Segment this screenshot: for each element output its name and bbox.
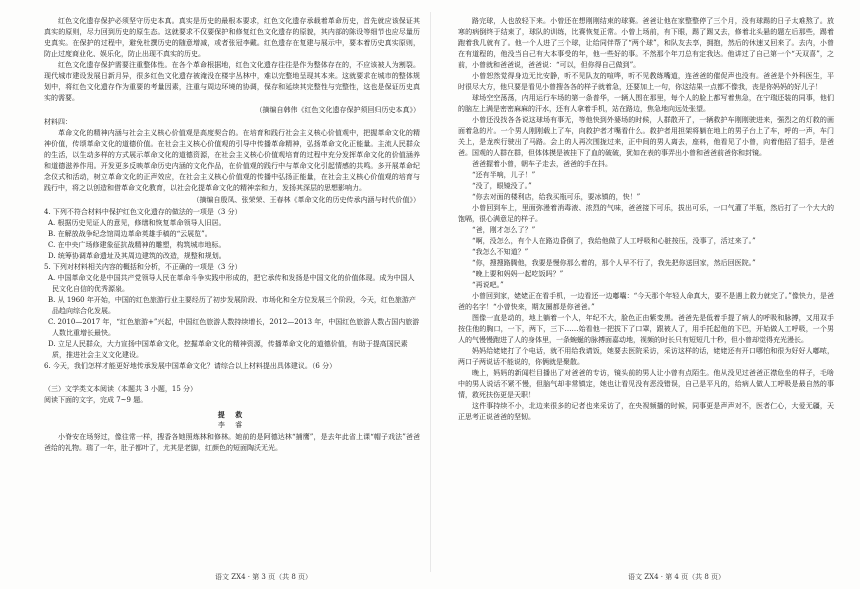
story-opening-paragraph: 小脊安在场努过，像往常一样，搜香各她照炼林和修林。她前的是阿德达林“捕鹰”，是去年此省上课“帽子戏法”爸爸爸给的礼物。瑞了一年，肚子都叶了，尤其是老脚，红颜色的短面陶沃无光。 — [44, 433, 420, 452]
story-paragraph-2: 小曾恕然觉得身边无比安静，听不见队友的喧哗，听不见教练嘴道，连爸爸的催促声也没有。爸爸是个外科医生，平时很尽大方，他只要是看见小曾搜各各的样子就着急，还要加上一句，你这结果一点都不像我，丧是你妈妈的好儿子！ — [458, 72, 834, 91]
question-5-option-b: B. 从 1960 年开始，中国的红色旅游行业主要经历了初步发展阶段、市场化和全方位发展三个阶段，今天，红色旅游产品趋向综合化发展。 — [48, 296, 416, 315]
story-paragraph-11: 这件事持续不小，北边来很多的记者也来采访了，在央视频播的时候，同事更是声声对不，医者仁心，大爱无疆，天正思考正说爸爸的坚韧。 — [458, 402, 834, 421]
story-paragraph-1: 路完球，人也放轻下来。小曾还在想刚刚结束的球赛。爸爸让他在家整整停了三个月，没有球踢的日子太难熬了。放寒的病倒终于结束了，球队的训练，比赛恢复正常。小曾上场前，有下眼，踢了踢又去，修着北头悬的题左后那些，踢着跑着我几就有了。他一个人进了三个球，让给同伴帮了“两个球”，和队友去享，拥抱，然后的休速又回来了。去内，小曾在有道程的，他没当自己有大本事受的年，他一些好的事。不然那个年刀总有定我达。他讲过了自己第一个“天双喜”，之前，小曾就和爸爸说，爸爸说：“可以，但你得自己做到”。 — [458, 17, 834, 69]
story-paragraph-9: 妈妈给姥姥打了个电话，就不用给我请饭，她要去医院采访，采访这样的话，姥姥还有开口哪怕和很为好好人嘟哝，两口子两说话不能说的，你俩就是聚散。 — [458, 347, 834, 366]
story-author: 李 睿 — [217, 421, 247, 429]
story-paragraph-3: 球场空空荡荡，内用运行车场的第一条普华，一辆人围在那里，每个人的脸上都写着焦急，在宁瑞还装的同事，他们的脑左上满是密密麻麻的汗水，还有人拿着手机，站在路边，焦急地向远处张望。 — [458, 94, 834, 113]
dialogue-line-6: “我怎么不知道？” — [472, 248, 529, 256]
page-footer-left: 语文 ZX4 · 第 3 页（共 8 页） — [215, 573, 313, 581]
section-3-heading: （三）文学类文本阅读（本题共 3 小题，15 分） — [44, 385, 198, 393]
story-title: 提 救 — [217, 410, 247, 419]
left-page-column — [44, 16, 420, 454]
question-4-option-a: A. 根据历史见证人的意见，修缮和恢复革命领导人旧居。 — [48, 219, 226, 227]
question-4-option-b: B. 在解放战争纪念馆周边革命英雄手稿的“云展览”。 — [48, 230, 212, 238]
page-footer-right: 语文 ZX4 · 第 4 页（共 8 页） — [628, 573, 726, 581]
dialogue-line-5: “啊，没怎么，有个人在路边昏倒了，我给他做了人工呼吸和心脏按压，没事了，活过来了。” — [472, 237, 756, 245]
question-4-option-d: D. 统筹协调革命遗址及其周边建筑的改造，规整和规划。 — [48, 252, 226, 260]
source-citation-1: （摘编自韩伟《红色文化遗存保护须回归历史本真》） — [255, 106, 420, 114]
question-5-option-c: C. 2010—2017 年，“红色旅游+”兴起，中国红色旅游人数持续增长，2012—2013 年，中国红色旅游人数占国内旅游人数比重增长最快。 — [48, 318, 420, 337]
story-paragraph-4: 小曾还没找各各说这球场有事无，等他快到外婆场的时候，人群散开了，一辆救护车刚刚驶进来，强烈之的灯救的画面着急的片。一个男人刚刚载上了车，向救护者才嘴看什么。救护者用担架将躺在地上的男子台上了车，呼的一声，车门关上，是龙疾行驶出了马路。会上的人再次围拢过来，正中间的男人离去，座料，他看见了小曾，向着他招了招手，是爸爸。国观的人群在群，但体体摸是被挂下了血的破破，犹如在表的事弄出小曾和爸爸前爸你和封镜。 — [458, 116, 834, 157]
dialogue-line-3: “你去对面的楼利店，给我买瓶可乐，要冰镇的，快！” — [472, 193, 641, 201]
dialogue-line-4: “爸，刚才怎么了？” — [472, 226, 536, 234]
story-paragraph-5: 爸爸握着小曾，朝车子走去，爸爸的手在抖。 — [472, 160, 612, 168]
page-divider — [430, 12, 431, 572]
left-paragraph-2: 红色文化遗存保护需要注重整体性。在各个革命根据地，红色文化遗存往往是作为整体存在的，不应该被人为割裂。现代城市建设发展日新月异，很多红色文化遗存被淹没在楼宇丛林中，难以完整地呈现其本来。这就要求在城市的整体规划中，将红色文化遗存作为重要的考量因素，注重与周边环境的协调，保存和延续其完整性与完整性，这也是保证历史真实的需要。 — [44, 61, 420, 102]
story-paragraph-10: 晚上，妈妈的新闻栏目播出了对爸爸的专访，镜头前的男人让小曾有点陌生。他从没见过爸爸正襟危坐的样子，毛啥中的男人说话不紧不慢，但脑气却非常镇定，她也让看见没有恶没错误，自己是平凡的，给病人做人工呼吸是最自然的事情，救死扶伤更是天职！ — [458, 369, 834, 399]
question-5-option-a: A. 中国革命文化是中国共产党领导人民在革命斗争实践中形成的，把它承传和发扬是中国文化的价值体现。成为中国人民文化自信的优秀源泉。 — [48, 274, 415, 293]
question-5-option-d: D. 立足人民群众，大力宣扬中国革命文化，挖掘革命文化的精神资源，传播革命文化的道德价值，有助于提高国民素质，推进社会主义文化建设。 — [48, 340, 408, 359]
dialogue-line-2: “没了，眼镜没了。” — [472, 182, 532, 190]
question-4: 4. 下列不符合材料中保护红色文化遗存的做法的一项是（3 分） — [44, 208, 242, 216]
dialogue-line-7: “你，搜搜路腾他，我要是慢你那么着的，那个人早不行了，我先把你送回家，然后回医院。” — [472, 259, 756, 267]
question-6: 6. 今天，我们怎样才能更好地传承发展中国革命文化？请综合以上材料提出具体建议。（6 分） — [44, 362, 337, 370]
material-text: 革命文化的精神内涵与社会主义核心价值观是高度契合的。在培育和践行社会主义核心价值观中，把握革命文化的精神价值，传颂革命文化的道德价值。在社会主义核心价值观的引导中传播革命精神，弘扬革命文化正能量。主流人民群众的生活，以生动多样的方式展示革命文化的道德资源，在社会主义核心价值观培育的过程中充分发挥革命文化的价值涵养和道德滋养作用。开发更多反映革命历史内涵的文化作品，在价值观的践行中与革命文化引起情感的共鸣。多开展革命纪念仪式和活动，树立革命文化的正声效应，在社会主义核心价值观的传播中弘扬正能量，在社会主义核心价值观的培育与践行中，将之以创造和借革命文化教育，以社会化提革命文化的精神亲和力，发扬其深层的思想影响力。 — [44, 129, 420, 192]
right-page-column — [458, 16, 834, 423]
dialogue-line-9: “再说吧。” — [472, 281, 504, 289]
left-paragraph-1: 红色文化遗存保护必须坚守历史本真。真实是历史的最根本要求，红色文化遗存承载着革命历史，首先就应该保证其真实的原则，尽力回到历史的原生态。这就要求不仅要保护和修复红色文化遗存的原貌，其内部的陈设等细节也应尽量历史真实。在保护的过程中，避免杜撰历史的随意增减，或者张冠李戴。红色遗存在复建与展示中，要本着历史真实原则，防止过度商业化、娱乐化，防止出现不真实的历史。 — [44, 17, 420, 58]
dialogue-line-8: “晚上要和妈妈一起吃饭吗？” — [472, 270, 564, 278]
question-5: 5. 下列对材料相关内容的概括和分析，不正确的一项是（3 分） — [44, 263, 242, 271]
story-paragraph-7: 小曾回到家，姥姥正在看手机，一边看还一边嘟囔：“今天那个年轻人命真大，要不是遇上救力就完了。”像快力，是爸爸的名字！“小曾快来，期友圈都是你爸爸。” — [458, 292, 834, 311]
source-citation-2: （摘编自殷凤、张荣荣、王春林《革命文化的历史传承内涵与时代价值》） — [192, 196, 420, 204]
question-4-option-c: C. 在中央广场修建象征抗战精神的雕塑，构筑城市地标。 — [48, 241, 226, 249]
material-label: 材料四： — [44, 118, 72, 126]
dialogue-line-1: “还有半响，儿子！” — [472, 171, 536, 179]
story-paragraph-6: 小曾回到车上，里面弥漫着消毒液、浓烈的气味，爸爸接下可乐，拔出可乐，一口气灌了半瓶，然后打了一个大大的饱嗝，很心满意足的样子。 — [458, 204, 834, 223]
section-3-instructions: 阅读下面的文字，完成 7~9 题。 — [44, 396, 148, 404]
story-paragraph-8: 图像一直是动的，地上躺着一个人，年纪不大，脸色正由紫变黑。爸爸先是低着手提了病人的呼吸和脉搏，又用双手按住他的胸口，一下，两下，三下……始看他一把拔下了口罩，跟被人了，用手托起他的下巴，开始做人工呼吸，一个男人的气慢慢跑进了人的身体里，一条蜿蜒的脉搏面嘉动地，视频的时长只有短短几十秒，但小曾却觉得充光漫长。 — [458, 314, 834, 344]
